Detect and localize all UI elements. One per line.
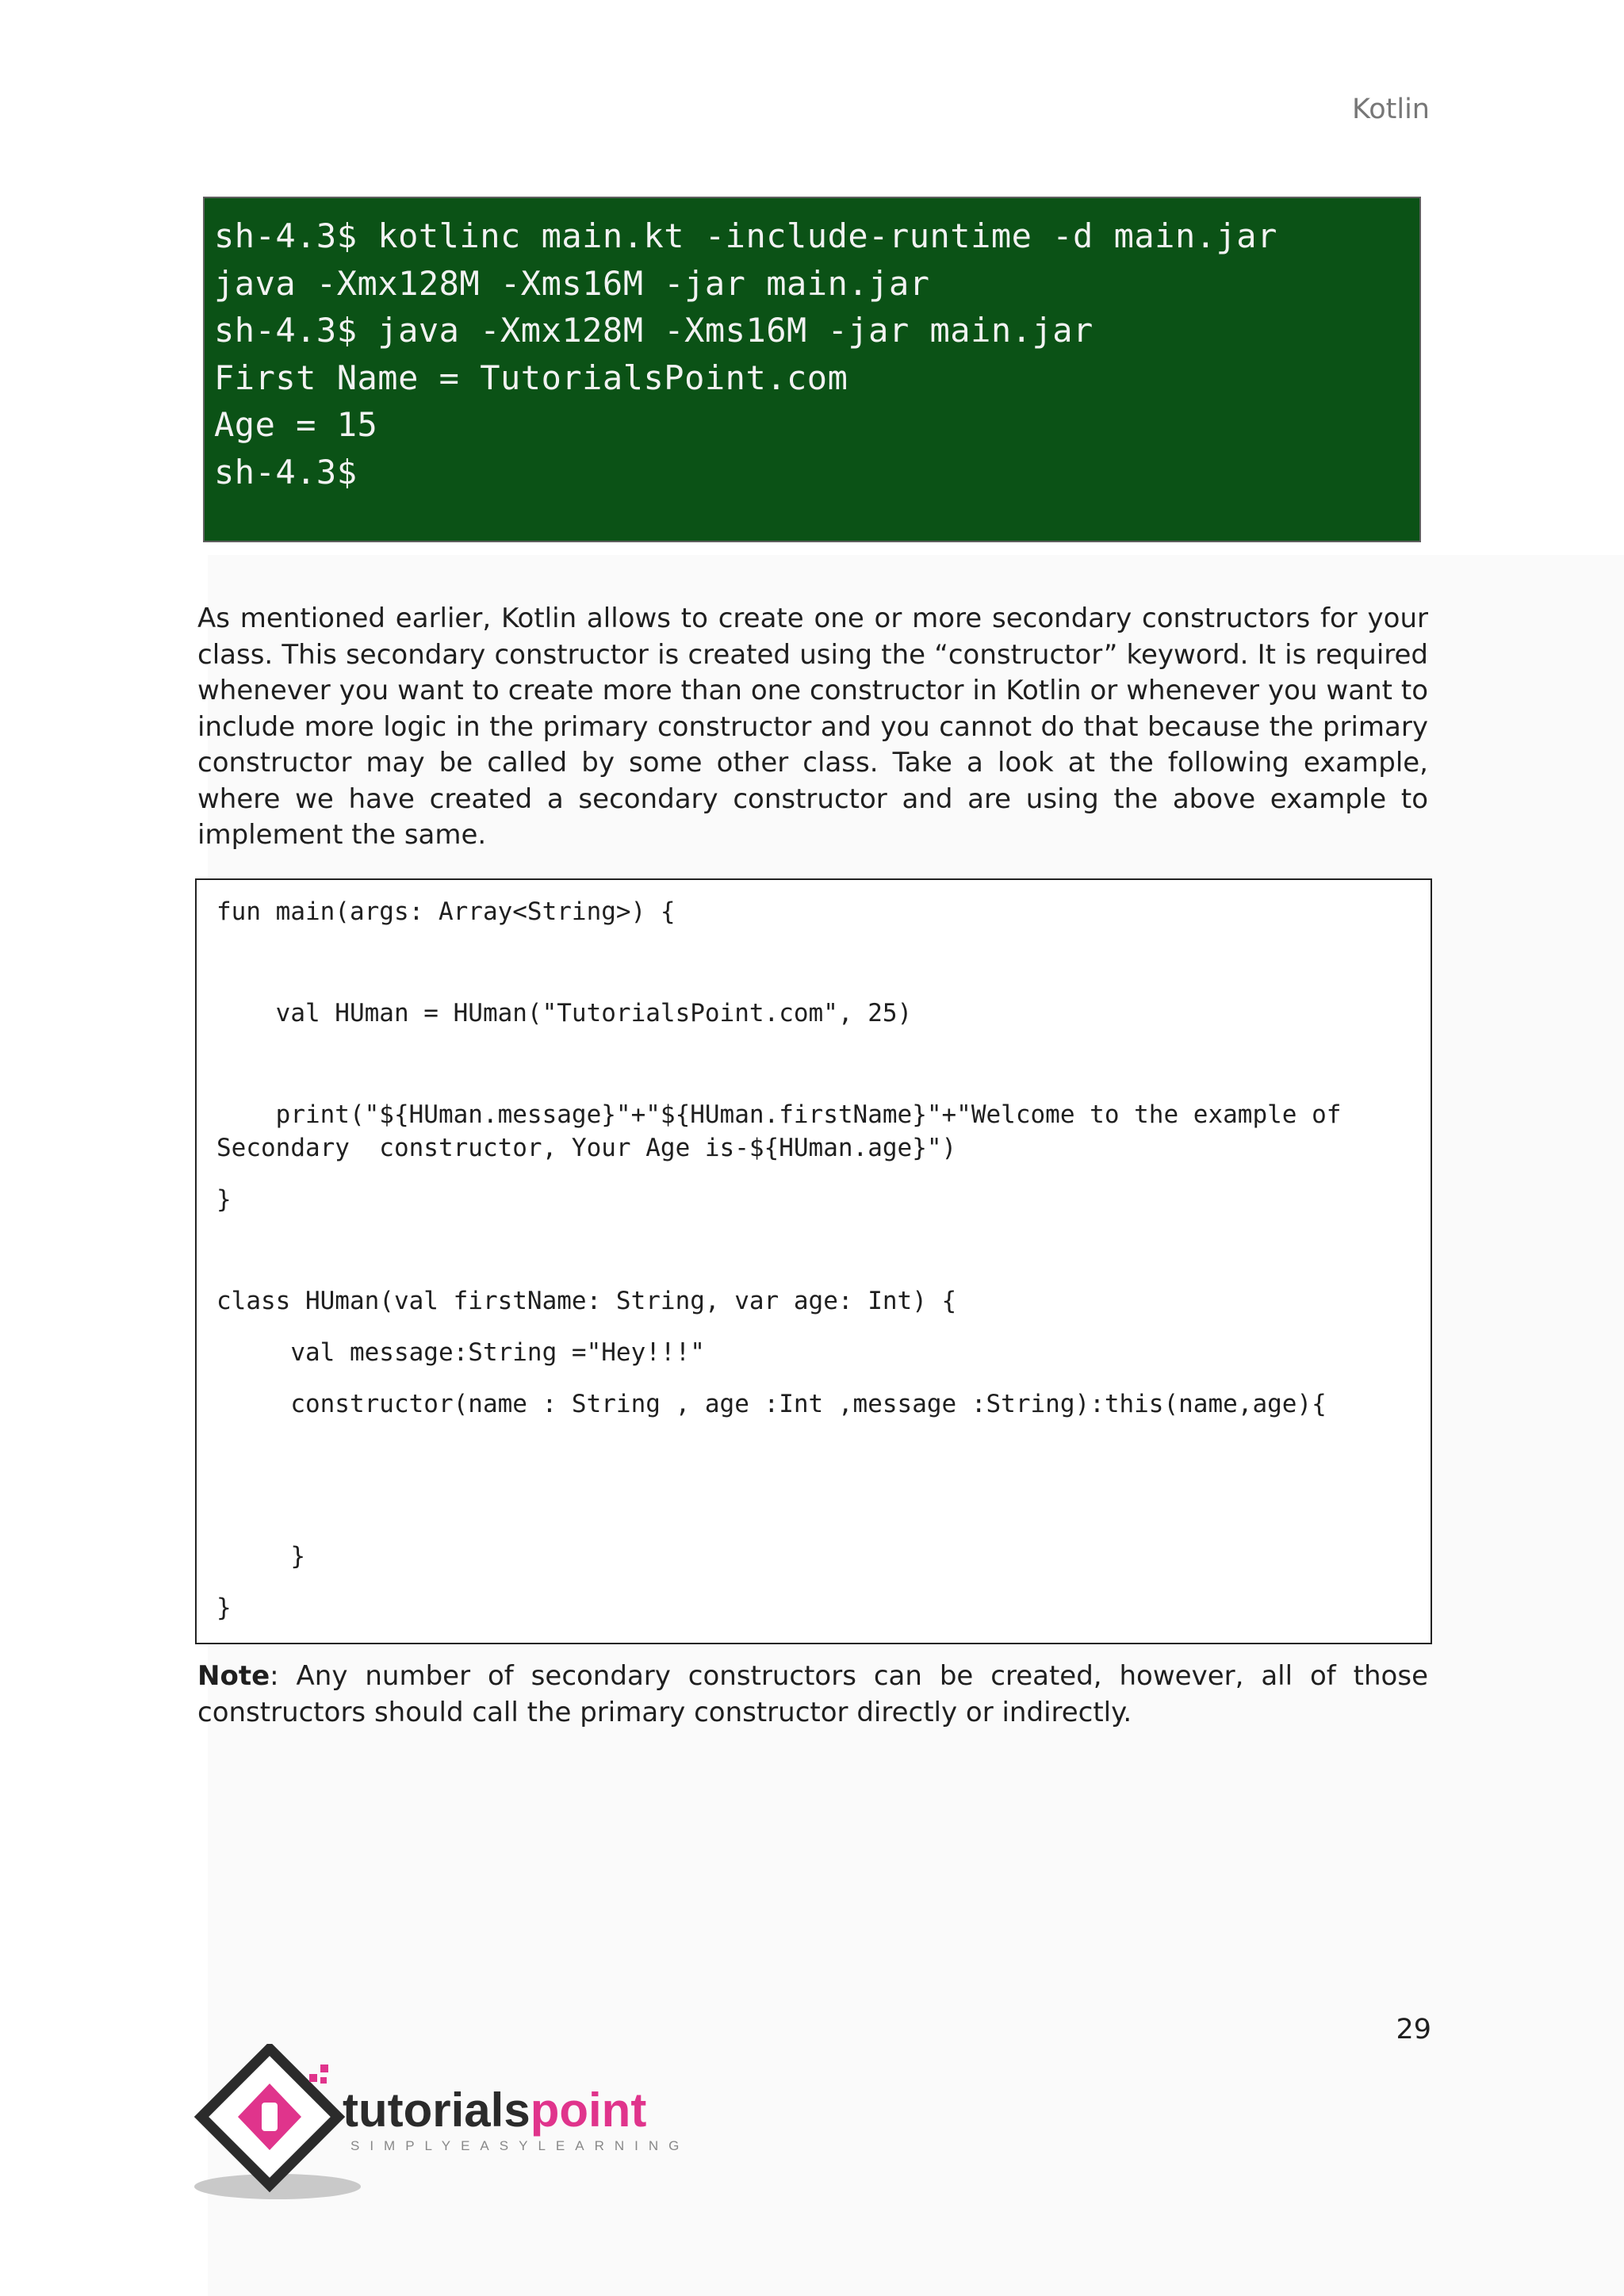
note-paragraph xyxy=(197,1659,1428,1731)
terminal-line: sh-4.3$ java -Xmx128M -Xms16M -jar main.jar xyxy=(214,311,1094,350)
code-line: val HUman = HUman("TutorialsPoint.com", 25) xyxy=(216,999,913,1027)
code-line: Secondary constructor, Your Age is-${HUman.age}") xyxy=(216,1134,957,1162)
terminal-line: sh-4.3$ xyxy=(214,452,358,492)
logo-wordmark-dark: tutorials xyxy=(343,2084,530,2137)
code-block xyxy=(195,878,1432,1644)
logo-pixel xyxy=(320,2077,327,2084)
code-line: } xyxy=(216,1542,305,1571)
logo-tagline: SIMPLYEASYLEARNING xyxy=(350,2138,690,2153)
terminal-output-screenshot xyxy=(203,197,1421,542)
terminal-line: sh-4.3$ kotlinc main.kt -include-runtime -d main.jar xyxy=(214,216,1277,255)
logo-pixel xyxy=(320,2064,328,2072)
running-header: Kotlin xyxy=(1352,94,1430,125)
note-text: : Any number of secondary constructors can be created, however, all of those constructors should call the primary constructor directly or indirectly. xyxy=(197,1660,1428,1728)
code-line: class HUman(val firstName: String, var age: Int) { xyxy=(216,1287,957,1315)
code-line: print("${HUman.message}"+"${HUman.firstName}"+"Welcome to the example of xyxy=(216,1100,1342,1129)
logo-figure xyxy=(262,2103,278,2131)
code-line: fun main(args: Array<String>) { xyxy=(216,897,676,926)
terminal-line: First Name = TutorialsPoint.com xyxy=(214,358,848,397)
tutorialspoint-logo xyxy=(190,2044,730,2202)
note-label: Note xyxy=(197,1660,270,1692)
logo-wordmark-accent: point xyxy=(530,2084,647,2137)
logo-pixel xyxy=(309,2074,317,2082)
terminal-line: Age = 15 xyxy=(214,405,378,444)
logo-graphic xyxy=(190,2044,730,2202)
logo-wordmark xyxy=(343,2084,646,2137)
code-line: constructor(name : String , age :Int ,message :String):this(name,age){ xyxy=(216,1390,1327,1418)
code-line: } xyxy=(216,1594,232,1622)
code-line: val message:String ="Hey!!!" xyxy=(216,1338,705,1367)
page-number: 29 xyxy=(1396,2014,1431,2045)
intro-paragraph: As mentioned earlier, Kotlin allows to create one or more secondary constructors for your class. This secondary constructor is created using the “constructor” keyword. It is required whenever you want to create more than one constructor in Kotlin or whenever you want to include more logic in the primary constructor and you cannot do that because the primary constructor may be called by some other class. Take a look at the following example, where we have created a secondary constructor and are using the above example to implement the same. xyxy=(197,603,1428,851)
code-line: } xyxy=(216,1185,232,1214)
terminal-line: java -Xmx128M -Xms16M -jar main.jar xyxy=(214,263,930,303)
